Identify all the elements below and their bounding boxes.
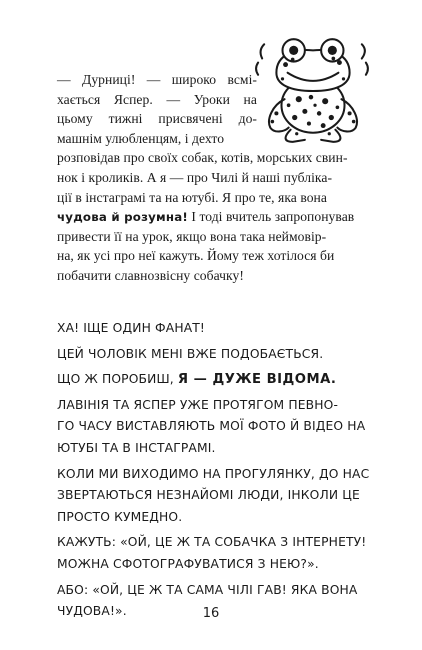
- dog-line: ЛАВІНІЯ ТА ЯСПЕР УЖЕ ПРОТЯГОМ ПЕВНО-: [57, 397, 339, 412]
- frog-icon: [252, 28, 374, 150]
- dog-line: ХА! ІЩЕ ОДИН ФАНАТ!: [57, 321, 206, 335]
- narrative-line: ції в інстаграмі та на ютубі. Я про те, яка вона: [57, 189, 327, 205]
- narrative-line: розповідав про своїх собак, котів, морських свин-: [57, 150, 348, 166]
- dog-line: ПРОСТО КУМЕДНО.: [57, 509, 183, 524]
- narrative-line: привести її на урок, якщо вона така неймовір-: [57, 228, 327, 244]
- dog-line: ЧУДОВА!».: [57, 604, 127, 619]
- emphasis-text: чудова й розумна!: [57, 210, 188, 225]
- dog-line: АБО: «ОЙ, ЦЕ Ж ТА САМА ЧІЛІ ГАВ! ЯКА ВОНА: [57, 582, 358, 597]
- dog-line: КОЛИ МИ ВИХОДИМО НА ПРОГУЛЯНКУ, ДО НАС: [57, 466, 370, 481]
- narrative-line: цьому тижні присвячені до-: [57, 111, 257, 127]
- dog-line-emphasis: Я — ДУЖЕ ВІДОМА.: [177, 372, 337, 388]
- narrative-line: нок і кроликів. А я — про Чилі й наші публіка-: [57, 169, 333, 185]
- dog-monologue: [57, 318, 385, 623]
- narrative-line: хається Яспер. — Уроки на: [57, 91, 257, 107]
- page-number: 16: [202, 606, 220, 621]
- narrative-line-emphasis: [57, 207, 382, 227]
- dog-line: ЗВЕРТАЮТЬСЯ НЕЗНАЙОМІ ЛЮДИ, ІНКОЛИ ЦЕ: [57, 488, 360, 503]
- dog-line: ЦЕЙ ЧОЛОВІК МЕНІ ВЖЕ ПОДОБАЄТЬСЯ.: [57, 346, 324, 361]
- narrative-line-rest: І тоді вчитель запропонував: [187, 209, 355, 225]
- narrative-top: [57, 70, 257, 148]
- dog-line-start: ЩО Ж ПОРОБИШ,: [57, 372, 178, 387]
- narrative-line: — Дурниці! — широко всмі-: [57, 72, 257, 87]
- narrative-line: побачити славнозвісну собачку!: [57, 267, 244, 283]
- narrative-line: машнім улюбленцям, і дехто: [57, 130, 225, 146]
- narrative-bottom: [57, 148, 382, 285]
- dog-line: ГО ЧАСУ ВИСТАВЛЯЮТЬ МОЇ ФОТО Й ВІДЕО НА: [57, 419, 366, 434]
- dog-line: [57, 369, 385, 391]
- dog-line: МОЖНА СФОТОГРАФУВАТИСЯ З НЕЮ?».: [57, 556, 319, 571]
- dog-line: КАЖУТЬ: «ОЙ, ЦЕ Ж ТА СОБАЧКА З ІНТЕРНЕТУ!: [57, 535, 367, 550]
- dog-line: ЮТУБІ ТА В ІНСТАГРАМІ.: [57, 440, 216, 455]
- narrative-line: на, як усі про неї кажуть. Йому теж хотілося би: [57, 248, 335, 264]
